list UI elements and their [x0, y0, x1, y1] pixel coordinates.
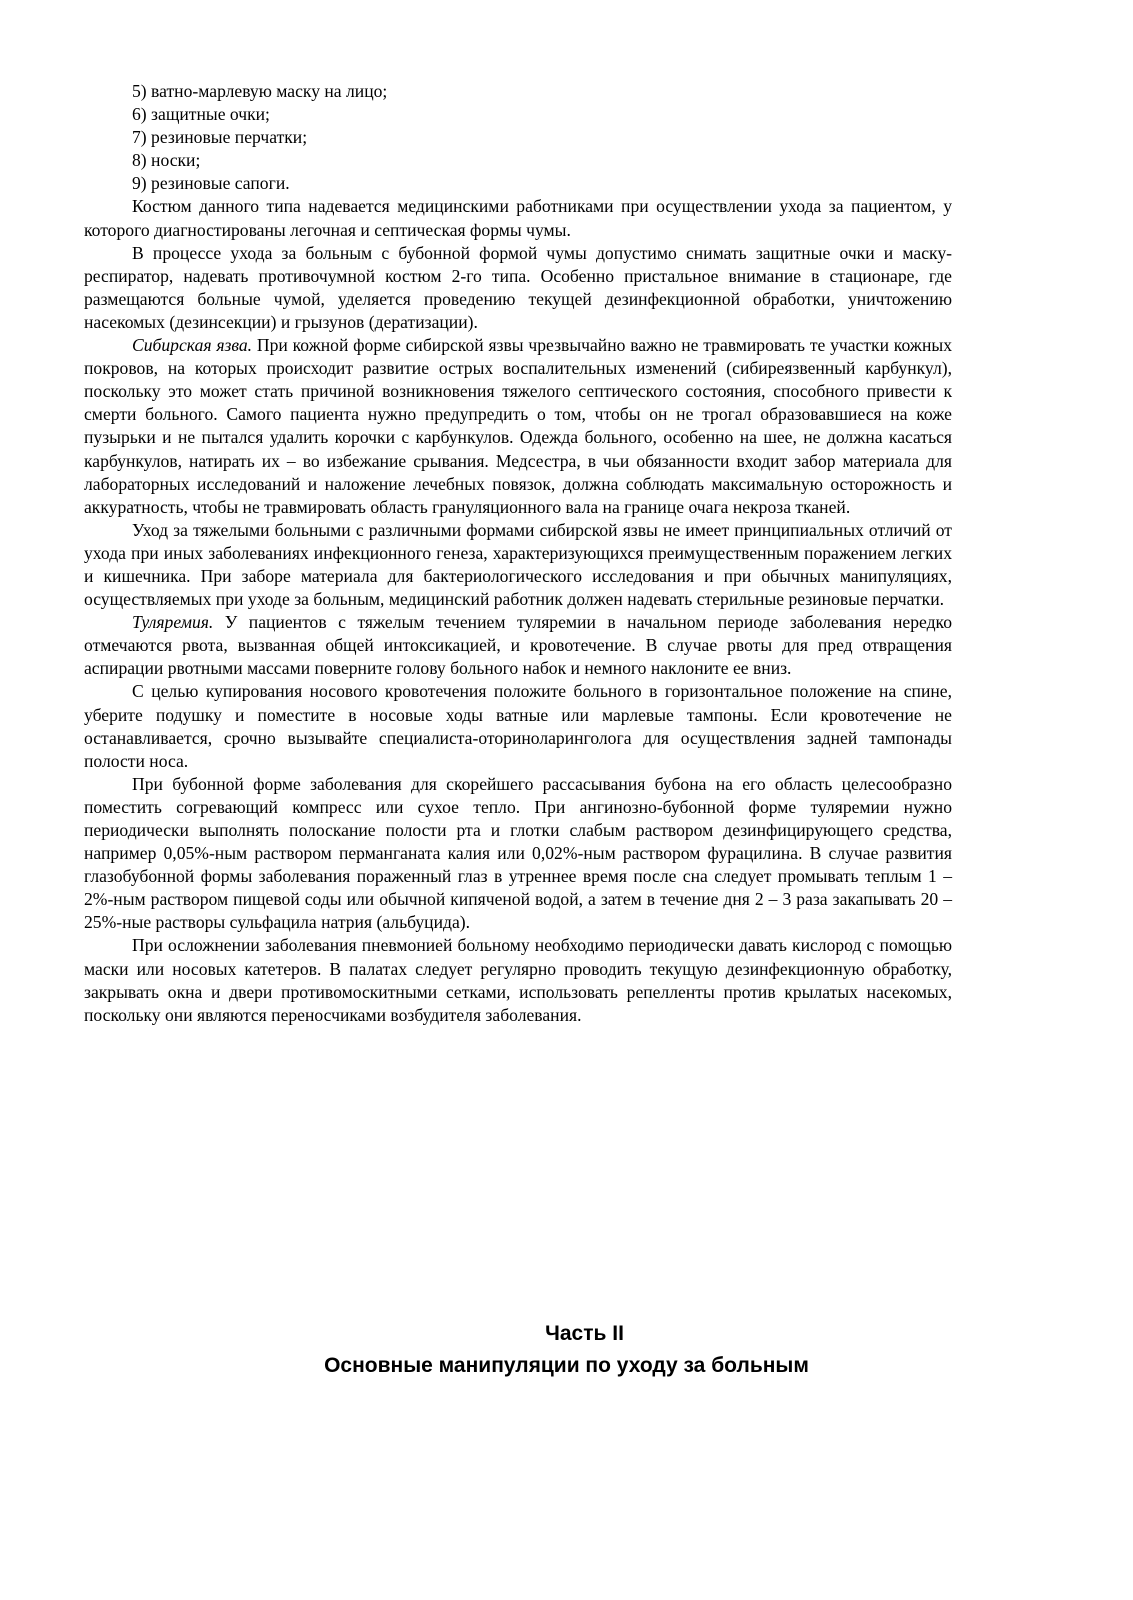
list-item: 9) резиновые сапоги.: [132, 173, 290, 194]
paragraph-text: Уход за тяжелыми больными с различными формами сибирской язвы не имеет принципиальных отличий от ухода при иных заболеваниях инфекционного генеза, характеризующихся преимущественным поражением легких и кишечника. При заборе материала для бактериологического исследования и при обычных манипуляциях, осуществляемых при уходе за больным, медицинский работник должен надевать стерильные резиновые перчатки.: [84, 519, 952, 610]
paragraph-text: При кожной форме сибирской язвы чрезвычайно важно не травмировать те участки кожных покровов, на которых происходит развитие острых воспалительных изменений (сибиреязвенный карбункул), поскольку это может стать причиной возникновения тяжелого септического состояния, способного привести к смерти больного. Самого пациента нужно предупредить о том, чтобы он не трогал образовавшиеся на коже пузырьки и не пытался удалить корочки с карбункулов. Одежда больного, особенно на шее, не должна касаться карбункулов, натирать их – во избежание срывания. Медсестра, в чьи обязанности входит забор материала для лабораторных исследований и наложение лечебных повязок, должна соблюдать максимальную осторожность и аккуратность, чтобы не травмировать область грануляционного вала на границе очага некроза тканей.: [84, 335, 953, 517]
paragraph: [84, 195, 952, 241]
section-part-heading: Часть II: [545, 1322, 624, 1345]
paragraph: [84, 334, 952, 519]
paragraph-text: С целью купирования носового кровотечения положите больного в горизонтальное положение на спине, уберите подушку и поместите в носовые ходы ватные или марлевые тампоны. Если кровотечение не останавливается, срочно вызывайте специалиста-оториноларинголога для осуществления задней тампонады полости носа.: [84, 681, 952, 771]
paragraph: [84, 773, 952, 935]
list-item: 7) резиновые перчатки;: [132, 127, 308, 148]
paragraph-text: Костюм данного типа надевается медицинскими работниками при осуществлении ухода за пациентом, у которого диагностированы легочная и септическая формы чумы.: [84, 196, 952, 240]
paragraph-text: При осложнении заболевания пневмонией больному необходимо периодически давать кислород с помощью маски или носовых катетеров. В палатах следует регулярно проводить текущую дезинфекционную обработку, закрывать окна и двери противомоскитными сетками, использовать репелленты против крылатых насекомых, поскольку они являются переносчиками возбудителя заболевания.: [84, 935, 952, 1025]
list-item: 6) защитные очки;: [132, 104, 270, 125]
paragraph-text: При бубонной форме заболевания для скорейшего рассасывания бубона на его область целесообразно поместить согревающий компресс или сухое тепло. При ангинозно-бубонной форме туляремии нужно периодически выполнять полоскание полости рта и глотки слабым раствором дезинфицирующего средства, например 0,05%-ным раствором перманганата калия или 0,02%-ным раствором фурацилина. В случае развития глазобубонной формы заболевания пораженный глаз в утреннее время после сна следует промывать теплым 1 – 2%-ным раствором пищевой соды или обычной кипяченой водой, а затем в течение дня 2 – 3 раза закапывать 20 – 25%-ные растворы сульфацила натрия (альбуцида).: [84, 773, 952, 933]
section-title-heading: Основные манипуляции по уходу за больным: [324, 1354, 809, 1377]
paragraph: [84, 242, 952, 334]
paragraph-lead: Туляремия.: [132, 612, 214, 633]
list-item: 5) ватно-марлевую маску на лицо;: [132, 81, 388, 101]
paragraph: [84, 519, 952, 611]
paragraph: [84, 934, 952, 1026]
paragraph-text: У пациентов с тяжелым течением туляремии в начальном периоде заболевания нередко отмечаются рвота, вызванная общей интоксикацией, и кровотечение. В случае рвоты для пред отвращения аспирации рвотными массами поверните голову больного набок и немного наклоните ее вниз.: [84, 612, 952, 679]
paragraph: [84, 680, 952, 772]
paragraph-lead: Сибирская язва.: [132, 335, 253, 356]
list-item: 8) носки;: [132, 150, 201, 171]
paragraph: [84, 611, 952, 680]
paragraph-text: В процессе ухода за больным с бубонной формой чумы допустимо снимать защитные очки и маску-респиратор, надевать противочумной костюм 2-го типа. Особенно пристальное внимание в стационаре, где размещаются больные чумой, уделяется проведению текущей дезинфекционной обработки, уничтожению насекомых (дезинсекции) и грызунов (дератизации).: [84, 242, 952, 332]
body-text: [84, 80, 952, 1027]
